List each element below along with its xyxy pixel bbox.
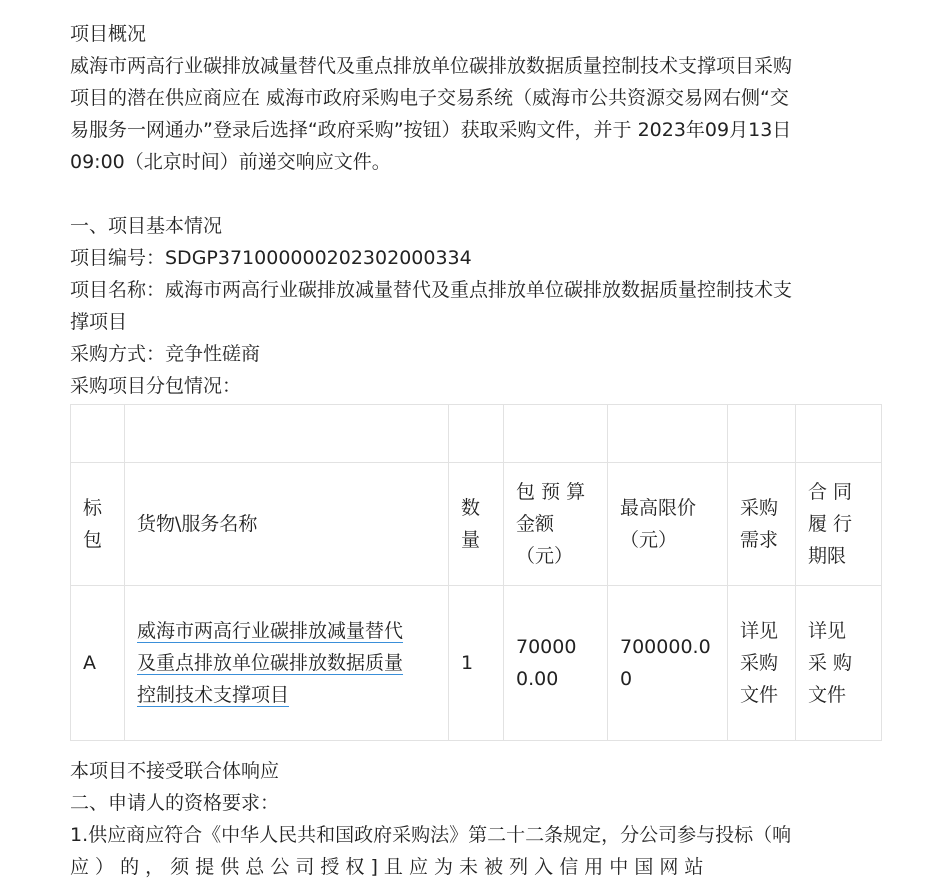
project-name: 项目名称：威海市两高行业碳排放减量替代及重点排放单位碳排放数据质量控制技术支 bbox=[70, 279, 793, 301]
cell-item-name bbox=[125, 586, 449, 741]
header-quantity: 数 量 bbox=[449, 463, 504, 586]
requirement-1: 1.供应商应符合《中华人民共和国政府采购法》第二十二条规定，分公司参与投标（响 bbox=[70, 824, 792, 846]
overview-line: 威海市两高行业碳排放减量替代及重点排放单位碳排放数据质量控制技术支撑项目采购 bbox=[70, 55, 793, 77]
section-title-qualification: 二、申请人的资格要求： bbox=[70, 792, 280, 814]
project-link[interactable]: 威海市两高行业碳排放减量替代 bbox=[137, 620, 404, 642]
overview-title: 项目概况 bbox=[70, 23, 147, 45]
header-budget: 包 预 算 金额 （元） bbox=[504, 463, 608, 586]
section-title-basic-info: 一、项目基本情况 bbox=[70, 215, 223, 237]
cell-budget: 70000 0.00 bbox=[504, 586, 608, 741]
overview-line: 项目的潜在供应商应在 威海市政府采购电子交易系统（威海市公共资源交易网右侧“交 bbox=[70, 87, 789, 109]
project-name-continued: 撑项目 bbox=[70, 311, 128, 333]
cell-contract-period: 详见 采 购 文件 bbox=[796, 586, 882, 741]
document-body bbox=[70, 18, 882, 883]
cell-max-price: 700000.0 0 bbox=[608, 586, 728, 741]
header-lot: 标 包 bbox=[71, 463, 125, 586]
header-item-name: 货物\服务名称 bbox=[125, 463, 449, 586]
project-number: 项目编号：SDGP371000000202302000334 bbox=[70, 247, 472, 269]
lot-table bbox=[70, 404, 882, 741]
table-header-row bbox=[71, 463, 882, 586]
header-contract-period: 合 同 履 行 期限 bbox=[796, 463, 882, 586]
overview-line: 易服务一网通办”登录后选择“政府采购”按钮）获取采购文件，并于 2023年09月13日 bbox=[70, 119, 792, 141]
procurement-method: 采购方式：竞争性磋商 bbox=[70, 343, 261, 365]
cell-quantity: 1 bbox=[449, 586, 504, 741]
header-requirement: 采购 需求 bbox=[728, 463, 796, 586]
project-link[interactable]: 控制技术支撑项目 bbox=[137, 684, 290, 706]
table-blank-row bbox=[71, 405, 882, 463]
spacer bbox=[70, 178, 882, 210]
requirement-1-continued: 应 ） 的 ， 须 提 供 总 公 司 授 权 ] 且 应 为 未 被 列 入 信 用 中 国 网 站 bbox=[70, 856, 704, 878]
header-max-price: 最高限价 （元） bbox=[608, 463, 728, 586]
cell-requirement: 详见 采购 文件 bbox=[728, 586, 796, 741]
overview-line: 09:00（北京时间）前递交响应文件。 bbox=[70, 151, 391, 173]
project-link[interactable]: 及重点排放单位碳排放数据质量 bbox=[137, 652, 404, 674]
table-row bbox=[71, 586, 882, 741]
lot-intro: 采购项目分包情况： bbox=[70, 375, 242, 397]
cell-lot: A bbox=[71, 586, 125, 741]
no-consortium-note: 本项目不接受联合体响应 bbox=[70, 760, 280, 782]
